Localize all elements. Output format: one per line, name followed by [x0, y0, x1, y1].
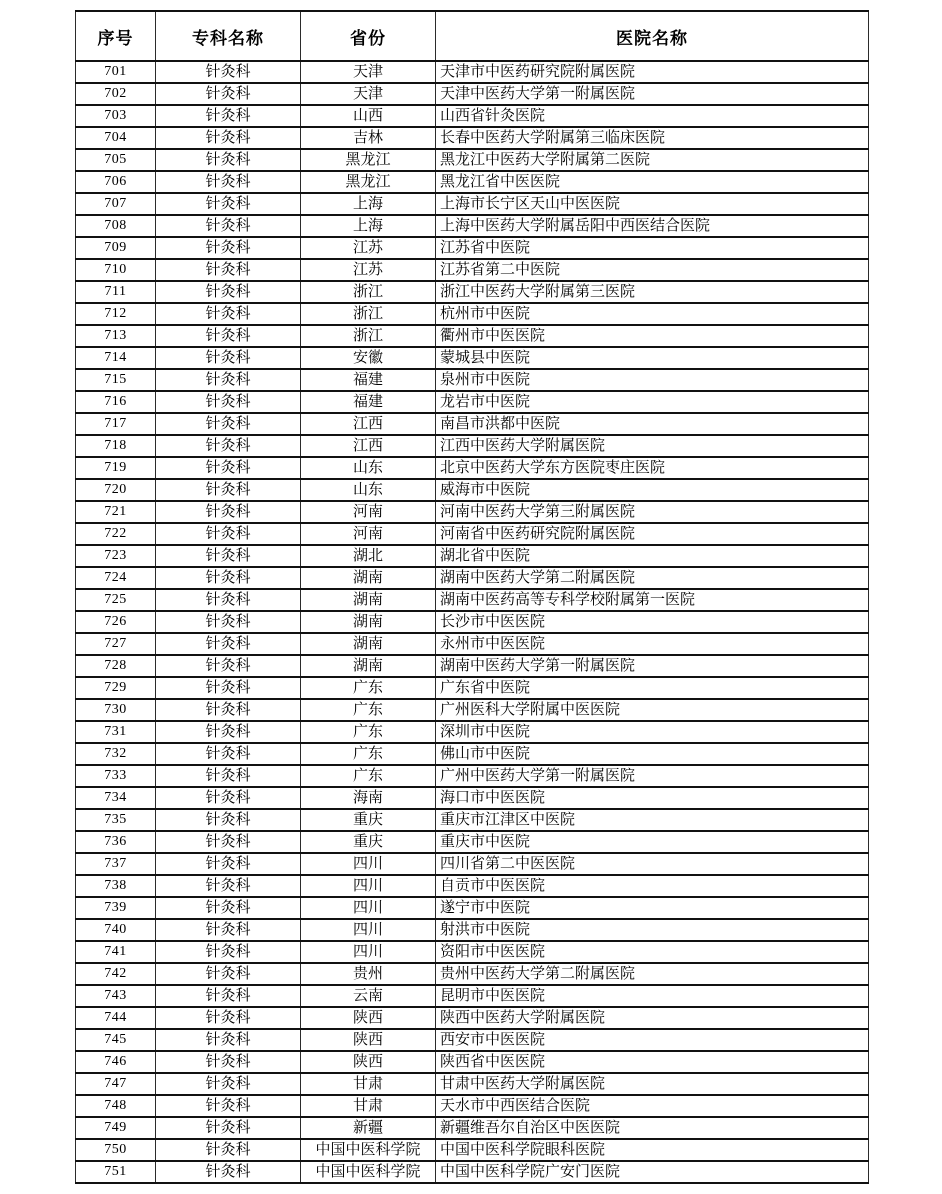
table-row	[76, 193, 869, 215]
cell-serial: 738	[76, 875, 156, 897]
cell-serial: 708	[76, 215, 156, 237]
cell-province: 湖南	[301, 589, 436, 611]
cell-serial: 725	[76, 589, 156, 611]
cell-province: 湖南	[301, 655, 436, 677]
table-row	[76, 721, 869, 743]
cell-serial: 713	[76, 325, 156, 347]
cell-province: 四川	[301, 897, 436, 919]
cell-hospital-name: 贵州中医药大学第二附属医院	[436, 963, 869, 985]
cell-hospital-name: 新疆维吾尔自治区中医医院	[436, 1117, 869, 1139]
cell-serial: 746	[76, 1051, 156, 1073]
cell-specialty: 针灸科	[156, 809, 301, 831]
table-row	[76, 1095, 869, 1117]
cell-serial: 703	[76, 105, 156, 127]
cell-hospital-name: 北京中医药大学东方医院枣庄医院	[436, 457, 869, 479]
cell-hospital-name: 黑龙江省中医医院	[436, 171, 869, 193]
cell-province: 广东	[301, 699, 436, 721]
cell-serial: 734	[76, 787, 156, 809]
cell-hospital-name: 山西省针灸医院	[436, 105, 869, 127]
cell-province: 浙江	[301, 303, 436, 325]
table-row	[76, 303, 869, 325]
cell-specialty: 针灸科	[156, 325, 301, 347]
cell-province: 山东	[301, 457, 436, 479]
cell-specialty: 针灸科	[156, 61, 301, 83]
cell-hospital-name: 江苏省第二中医院	[436, 259, 869, 281]
cell-province: 海南	[301, 787, 436, 809]
table-row	[76, 1161, 869, 1183]
cell-province: 浙江	[301, 325, 436, 347]
cell-province: 湖北	[301, 545, 436, 567]
cell-specialty: 针灸科	[156, 83, 301, 105]
cell-serial: 736	[76, 831, 156, 853]
cell-province: 广东	[301, 765, 436, 787]
header-province: 省份	[301, 11, 436, 61]
cell-province: 江苏	[301, 237, 436, 259]
cell-hospital-name: 四川省第二中医医院	[436, 853, 869, 875]
cell-province: 江西	[301, 413, 436, 435]
cell-serial: 727	[76, 633, 156, 655]
cell-specialty: 针灸科	[156, 215, 301, 237]
table-row	[76, 457, 869, 479]
cell-specialty: 针灸科	[156, 831, 301, 853]
cell-serial: 733	[76, 765, 156, 787]
table-row	[76, 985, 869, 1007]
cell-specialty: 针灸科	[156, 237, 301, 259]
table-row	[76, 435, 869, 457]
cell-serial: 749	[76, 1117, 156, 1139]
table-row	[76, 259, 869, 281]
cell-province: 四川	[301, 875, 436, 897]
table-row	[76, 919, 869, 941]
cell-province: 广东	[301, 721, 436, 743]
cell-serial: 739	[76, 897, 156, 919]
cell-province: 山西	[301, 105, 436, 127]
cell-hospital-name: 长春中医药大学附属第三临床医院	[436, 127, 869, 149]
cell-province: 重庆	[301, 809, 436, 831]
cell-specialty: 针灸科	[156, 985, 301, 1007]
cell-province: 湖南	[301, 633, 436, 655]
table-row	[76, 1139, 869, 1161]
cell-province: 河南	[301, 501, 436, 523]
cell-province: 天津	[301, 83, 436, 105]
cell-serial: 729	[76, 677, 156, 699]
cell-province: 黑龙江	[301, 149, 436, 171]
cell-specialty: 针灸科	[156, 281, 301, 303]
cell-serial: 722	[76, 523, 156, 545]
cell-serial: 716	[76, 391, 156, 413]
cell-hospital-name: 资阳市中医医院	[436, 941, 869, 963]
cell-serial: 728	[76, 655, 156, 677]
cell-serial: 702	[76, 83, 156, 105]
cell-specialty: 针灸科	[156, 633, 301, 655]
cell-specialty: 针灸科	[156, 1117, 301, 1139]
header-specialty-name: 专科名称	[156, 11, 301, 61]
cell-specialty: 针灸科	[156, 391, 301, 413]
cell-hospital-name: 遂宁市中医院	[436, 897, 869, 919]
cell-serial: 742	[76, 963, 156, 985]
cell-hospital-name: 江西中医药大学附属医院	[436, 435, 869, 457]
cell-specialty: 针灸科	[156, 127, 301, 149]
cell-specialty: 针灸科	[156, 919, 301, 941]
table-row	[76, 1117, 869, 1139]
table-row	[76, 655, 869, 677]
cell-specialty: 针灸科	[156, 303, 301, 325]
table-row	[76, 1051, 869, 1073]
cell-province: 广东	[301, 677, 436, 699]
cell-serial: 726	[76, 611, 156, 633]
table-row	[76, 853, 869, 875]
cell-hospital-name: 湖南中医药高等专科学校附属第一医院	[436, 589, 869, 611]
cell-specialty: 针灸科	[156, 347, 301, 369]
cell-specialty: 针灸科	[156, 875, 301, 897]
cell-serial: 735	[76, 809, 156, 831]
cell-province: 陕西	[301, 1007, 436, 1029]
table-row	[76, 61, 869, 83]
cell-specialty: 针灸科	[156, 567, 301, 589]
table-row	[76, 963, 869, 985]
cell-province: 浙江	[301, 281, 436, 303]
cell-hospital-name: 长沙市中医医院	[436, 611, 869, 633]
cell-hospital-name: 中国中医科学院广安门医院	[436, 1161, 869, 1183]
cell-hospital-name: 广东省中医院	[436, 677, 869, 699]
cell-serial: 719	[76, 457, 156, 479]
cell-specialty: 针灸科	[156, 853, 301, 875]
cell-specialty: 针灸科	[156, 171, 301, 193]
header-serial-number: 序号	[76, 11, 156, 61]
table-body	[76, 61, 869, 1183]
cell-hospital-name: 南昌市洪都中医院	[436, 413, 869, 435]
cell-specialty: 针灸科	[156, 677, 301, 699]
cell-hospital-name: 湖南中医药大学第一附属医院	[436, 655, 869, 677]
cell-serial: 747	[76, 1073, 156, 1095]
cell-hospital-name: 河南中医药大学第三附属医院	[436, 501, 869, 523]
table-row	[76, 611, 869, 633]
hospital-table	[75, 10, 869, 1184]
table-row	[76, 149, 869, 171]
cell-hospital-name: 衢州市中医医院	[436, 325, 869, 347]
cell-province: 吉林	[301, 127, 436, 149]
table-row	[76, 281, 869, 303]
cell-province: 贵州	[301, 963, 436, 985]
table-row	[76, 215, 869, 237]
cell-hospital-name: 昆明市中医医院	[436, 985, 869, 1007]
table-row	[76, 831, 869, 853]
cell-hospital-name: 天水市中西医结合医院	[436, 1095, 869, 1117]
table-row	[76, 105, 869, 127]
cell-specialty: 针灸科	[156, 941, 301, 963]
cell-specialty: 针灸科	[156, 413, 301, 435]
cell-serial: 724	[76, 567, 156, 589]
cell-hospital-name: 蒙城县中医院	[436, 347, 869, 369]
cell-serial: 744	[76, 1007, 156, 1029]
cell-specialty: 针灸科	[156, 897, 301, 919]
cell-serial: 715	[76, 369, 156, 391]
cell-province: 陕西	[301, 1029, 436, 1051]
cell-specialty: 针灸科	[156, 193, 301, 215]
cell-province: 湖南	[301, 567, 436, 589]
cell-serial: 731	[76, 721, 156, 743]
cell-hospital-name: 广州医科大学附属中医医院	[436, 699, 869, 721]
cell-serial: 743	[76, 985, 156, 1007]
cell-hospital-name: 上海市长宁区天山中医医院	[436, 193, 869, 215]
cell-serial: 737	[76, 853, 156, 875]
cell-serial: 751	[76, 1161, 156, 1183]
cell-specialty: 针灸科	[156, 369, 301, 391]
cell-hospital-name: 湖南中医药大学第二附属医院	[436, 567, 869, 589]
table-row	[76, 567, 869, 589]
cell-specialty: 针灸科	[156, 611, 301, 633]
cell-serial: 711	[76, 281, 156, 303]
table-row	[76, 1007, 869, 1029]
cell-serial: 745	[76, 1029, 156, 1051]
table-row	[76, 941, 869, 963]
cell-specialty: 针灸科	[156, 963, 301, 985]
cell-province: 中国中医科学院	[301, 1161, 436, 1183]
cell-hospital-name: 黑龙江中医药大学附属第二医院	[436, 149, 869, 171]
cell-hospital-name: 西安市中医医院	[436, 1029, 869, 1051]
cell-specialty: 针灸科	[156, 721, 301, 743]
header-row	[76, 11, 869, 61]
cell-hospital-name: 浙江中医药大学附属第三医院	[436, 281, 869, 303]
table-row	[76, 237, 869, 259]
table-row	[76, 369, 869, 391]
cell-province: 中国中医科学院	[301, 1139, 436, 1161]
cell-serial: 741	[76, 941, 156, 963]
cell-serial: 707	[76, 193, 156, 215]
cell-hospital-name: 甘肃中医药大学附属医院	[436, 1073, 869, 1095]
cell-province: 广东	[301, 743, 436, 765]
cell-hospital-name: 佛山市中医院	[436, 743, 869, 765]
cell-serial: 704	[76, 127, 156, 149]
cell-hospital-name: 自贡市中医医院	[436, 875, 869, 897]
cell-hospital-name: 河南省中医药研究院附属医院	[436, 523, 869, 545]
table-row	[76, 787, 869, 809]
header-hospital-name: 医院名称	[436, 11, 869, 61]
table-row	[76, 501, 869, 523]
cell-serial: 721	[76, 501, 156, 523]
cell-hospital-name: 江苏省中医院	[436, 237, 869, 259]
cell-specialty: 针灸科	[156, 1139, 301, 1161]
cell-serial: 720	[76, 479, 156, 501]
cell-specialty: 针灸科	[156, 523, 301, 545]
cell-serial: 718	[76, 435, 156, 457]
cell-specialty: 针灸科	[156, 655, 301, 677]
cell-province: 上海	[301, 193, 436, 215]
table-row	[76, 391, 869, 413]
table-row	[76, 875, 869, 897]
cell-specialty: 针灸科	[156, 435, 301, 457]
cell-province: 云南	[301, 985, 436, 1007]
cell-specialty: 针灸科	[156, 149, 301, 171]
cell-serial: 705	[76, 149, 156, 171]
cell-serial: 710	[76, 259, 156, 281]
cell-hospital-name: 杭州市中医院	[436, 303, 869, 325]
cell-province: 河南	[301, 523, 436, 545]
cell-specialty: 针灸科	[156, 787, 301, 809]
cell-province: 天津	[301, 61, 436, 83]
cell-province: 甘肃	[301, 1095, 436, 1117]
cell-specialty: 针灸科	[156, 1007, 301, 1029]
cell-province: 山东	[301, 479, 436, 501]
cell-serial: 748	[76, 1095, 156, 1117]
cell-specialty: 针灸科	[156, 501, 301, 523]
cell-hospital-name: 深圳市中医院	[436, 721, 869, 743]
cell-province: 上海	[301, 215, 436, 237]
table-row	[76, 479, 869, 501]
table-row	[76, 699, 869, 721]
table-row	[76, 809, 869, 831]
cell-hospital-name: 上海中医药大学附属岳阳中西医结合医院	[436, 215, 869, 237]
table-row	[76, 413, 869, 435]
cell-serial: 701	[76, 61, 156, 83]
cell-specialty: 针灸科	[156, 1029, 301, 1051]
cell-hospital-name: 广州中医药大学第一附属医院	[436, 765, 869, 787]
cell-province: 四川	[301, 919, 436, 941]
cell-hospital-name: 重庆市中医院	[436, 831, 869, 853]
cell-specialty: 针灸科	[156, 545, 301, 567]
cell-serial: 706	[76, 171, 156, 193]
cell-province: 新疆	[301, 1117, 436, 1139]
cell-serial: 740	[76, 919, 156, 941]
table-row	[76, 347, 869, 369]
cell-specialty: 针灸科	[156, 259, 301, 281]
cell-hospital-name: 陕西省中医医院	[436, 1051, 869, 1073]
table-row	[76, 633, 869, 655]
cell-hospital-name: 天津中医药大学第一附属医院	[436, 83, 869, 105]
cell-serial: 714	[76, 347, 156, 369]
cell-specialty: 针灸科	[156, 1161, 301, 1183]
cell-hospital-name: 海口市中医医院	[436, 787, 869, 809]
cell-specialty: 针灸科	[156, 765, 301, 787]
cell-serial: 730	[76, 699, 156, 721]
cell-province: 福建	[301, 391, 436, 413]
table-row	[76, 127, 869, 149]
table-row	[76, 765, 869, 787]
cell-province: 江西	[301, 435, 436, 457]
cell-hospital-name: 永州市中医医院	[436, 633, 869, 655]
table-row	[76, 589, 869, 611]
table-row	[76, 545, 869, 567]
cell-hospital-name: 中国中医科学院眼科医院	[436, 1139, 869, 1161]
cell-province: 重庆	[301, 831, 436, 853]
cell-specialty: 针灸科	[156, 1073, 301, 1095]
table-row	[76, 897, 869, 919]
cell-hospital-name: 湖北省中医院	[436, 545, 869, 567]
table-row	[76, 677, 869, 699]
table-row	[76, 171, 869, 193]
cell-serial: 750	[76, 1139, 156, 1161]
cell-province: 黑龙江	[301, 171, 436, 193]
cell-hospital-name: 泉州市中医院	[436, 369, 869, 391]
cell-specialty: 针灸科	[156, 589, 301, 611]
cell-province: 四川	[301, 853, 436, 875]
cell-province: 陕西	[301, 1051, 436, 1073]
cell-specialty: 针灸科	[156, 457, 301, 479]
cell-specialty: 针灸科	[156, 699, 301, 721]
cell-province: 江苏	[301, 259, 436, 281]
cell-serial: 709	[76, 237, 156, 259]
table-row	[76, 523, 869, 545]
cell-specialty: 针灸科	[156, 1051, 301, 1073]
table-row	[76, 325, 869, 347]
cell-serial: 723	[76, 545, 156, 567]
cell-province: 甘肃	[301, 1073, 436, 1095]
cell-hospital-name: 陕西中医药大学附属医院	[436, 1007, 869, 1029]
table-row	[76, 83, 869, 105]
cell-province: 四川	[301, 941, 436, 963]
cell-serial: 712	[76, 303, 156, 325]
table-row	[76, 1029, 869, 1051]
cell-province: 安徽	[301, 347, 436, 369]
cell-specialty: 针灸科	[156, 743, 301, 765]
cell-hospital-name: 重庆市江津区中医院	[436, 809, 869, 831]
cell-hospital-name: 天津市中医药研究院附属医院	[436, 61, 869, 83]
cell-specialty: 针灸科	[156, 1095, 301, 1117]
cell-serial: 717	[76, 413, 156, 435]
cell-specialty: 针灸科	[156, 479, 301, 501]
table-row	[76, 743, 869, 765]
cell-hospital-name: 射洪市中医院	[436, 919, 869, 941]
cell-hospital-name: 威海市中医院	[436, 479, 869, 501]
cell-serial: 732	[76, 743, 156, 765]
table-row	[76, 1073, 869, 1095]
cell-specialty: 针灸科	[156, 105, 301, 127]
cell-province: 湖南	[301, 611, 436, 633]
cell-province: 福建	[301, 369, 436, 391]
cell-hospital-name: 龙岩市中医院	[436, 391, 869, 413]
